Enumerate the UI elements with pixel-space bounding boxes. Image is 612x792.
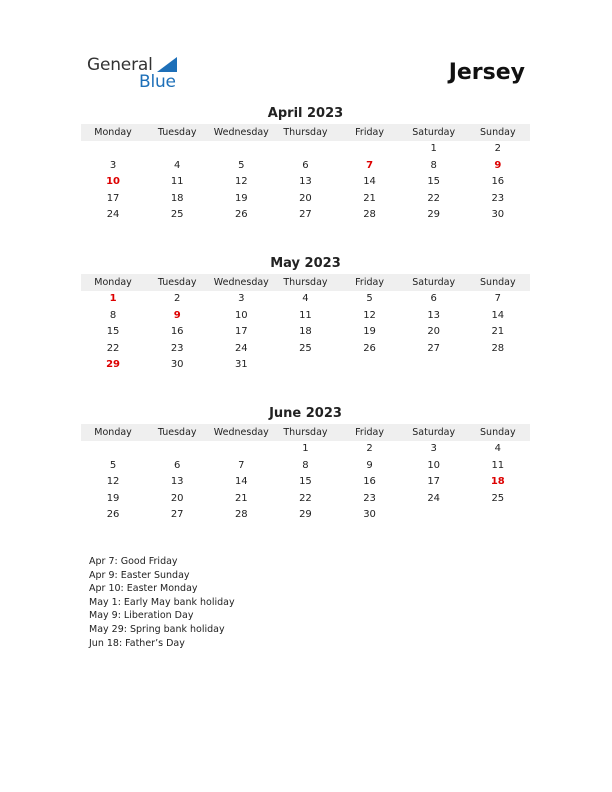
- weekday-label: Monday: [94, 127, 132, 138]
- week-row: [81, 474, 530, 491]
- weekday-label: Monday: [94, 277, 132, 288]
- empty-day-cell: [338, 357, 402, 374]
- weekday-label: Friday: [355, 427, 384, 438]
- day-cell: 26: [234, 209, 248, 220]
- calendar-month-april: [81, 106, 530, 224]
- day-cell: 5: [238, 159, 245, 171]
- empty-day-cell: [273, 357, 337, 374]
- day-cell: 11: [299, 309, 312, 321]
- day-cell: 17: [427, 476, 441, 487]
- day-cell: 12: [363, 309, 376, 321]
- day-cell: 22: [427, 192, 441, 204]
- empty-day-cell: [81, 441, 145, 458]
- weekday-label: Monday: [94, 427, 132, 438]
- week-row: [81, 291, 530, 308]
- day-cell: 17: [234, 326, 248, 337]
- day-cell: 24: [234, 342, 248, 354]
- week-row: [81, 207, 530, 224]
- day-cell: 8: [109, 309, 117, 321]
- day-cell: 23: [363, 492, 376, 504]
- month-title: June 2023: [269, 406, 342, 421]
- logo-triangle-icon: [157, 57, 177, 72]
- day-cell: 16: [491, 176, 505, 187]
- empty-day-cell: [273, 141, 337, 158]
- day-cell: 6: [174, 459, 181, 471]
- day-cell: 25: [299, 342, 312, 354]
- week-row: [81, 341, 530, 358]
- weekday-label: Friday: [355, 277, 384, 288]
- day-cell: 2: [366, 443, 373, 454]
- day-cell: 22: [299, 492, 312, 504]
- weekday-label: Thursday: [283, 277, 328, 288]
- day-cell: 28: [363, 209, 376, 220]
- generalblue-logo: [87, 55, 197, 95]
- day-cell: 7: [494, 293, 501, 304]
- month-title: April 2023: [267, 106, 344, 121]
- empty-day-cell: [402, 507, 466, 524]
- day-cell: 30: [363, 509, 376, 520]
- day-cell: 24: [427, 492, 441, 504]
- calendar-month-june: [81, 406, 530, 524]
- week-row: [81, 174, 530, 191]
- week-row: [81, 308, 530, 325]
- day-cell: 16: [363, 476, 376, 487]
- day-cell: 4: [494, 443, 501, 454]
- day-cell: 10: [106, 176, 121, 187]
- empty-day-cell: [209, 441, 273, 458]
- weekday-label: Wednesday: [213, 127, 269, 138]
- day-cell: 9: [366, 459, 373, 471]
- day-cell: 13: [427, 309, 441, 321]
- day-cell: 13: [299, 176, 312, 187]
- day-cell: 16: [170, 326, 184, 337]
- empty-day-cell: [145, 441, 209, 458]
- weekday-label: Wednesday: [213, 427, 269, 438]
- day-cell: 12: [106, 476, 120, 487]
- day-cell: 7: [366, 159, 374, 171]
- day-cell: 1: [109, 293, 117, 304]
- day-cell: 28: [234, 509, 248, 520]
- day-cell: 22: [106, 342, 120, 354]
- day-cell: 3: [430, 443, 437, 454]
- day-cell: 21: [491, 326, 505, 337]
- day-cell: 15: [106, 326, 120, 337]
- holiday-list-item: Apr 7: Good Friday: [89, 556, 178, 567]
- day-cell: 5: [109, 459, 117, 471]
- weekday-label: Saturday: [412, 277, 456, 288]
- day-cell: 15: [427, 176, 441, 187]
- day-cell: 23: [170, 342, 184, 354]
- weekday-label: Sunday: [480, 127, 516, 138]
- day-cell: 13: [170, 476, 184, 487]
- day-cell: 10: [427, 459, 441, 471]
- week-row: [81, 507, 530, 524]
- holiday-list-item: May 1: Early May bank holiday: [89, 596, 235, 608]
- week-row: [81, 357, 530, 374]
- day-cell: 27: [170, 509, 184, 520]
- weekday-header-row: [81, 274, 530, 291]
- week-row: [81, 191, 530, 208]
- day-cell: 3: [238, 293, 245, 304]
- weekday-label: Saturday: [412, 127, 456, 138]
- day-cell: 8: [302, 459, 309, 471]
- day-cell: 2: [174, 293, 181, 304]
- week-row: [81, 141, 530, 158]
- day-cell: 12: [234, 176, 248, 187]
- empty-day-cell: [466, 507, 530, 524]
- holiday-list-item: Apr 10: Easter Monday: [89, 583, 198, 595]
- weekday-label: Thursday: [283, 427, 328, 438]
- holiday-list-item: Apr 9: Easter Sunday: [89, 569, 190, 581]
- day-cell: 23: [491, 192, 505, 204]
- empty-day-cell: [338, 141, 402, 158]
- day-cell: 29: [106, 359, 121, 370]
- day-cell: 3: [109, 159, 117, 171]
- day-cell: 18: [170, 192, 184, 204]
- day-cell: 8: [430, 159, 437, 171]
- week-row: [81, 158, 530, 175]
- weekday-header-row: [81, 424, 530, 441]
- day-cell: 21: [363, 192, 376, 204]
- day-cell: 11: [491, 459, 505, 471]
- weekday-label: Thursday: [283, 127, 328, 138]
- logo-text-blue: Blue: [139, 72, 176, 92]
- day-cell: 1: [302, 443, 309, 454]
- day-cell: 29: [427, 209, 441, 220]
- day-cell: 18: [299, 326, 312, 337]
- day-cell: 6: [302, 159, 309, 171]
- day-cell: 6: [430, 293, 437, 304]
- day-cell: 26: [106, 509, 120, 520]
- day-cell: 2: [494, 143, 501, 154]
- day-cell: 4: [302, 293, 309, 304]
- day-cell: 20: [170, 492, 184, 504]
- day-cell: 5: [366, 293, 373, 304]
- day-cell: 29: [299, 509, 312, 520]
- day-cell: 4: [174, 159, 181, 171]
- day-cell: 31: [234, 359, 248, 370]
- empty-day-cell: [81, 141, 145, 158]
- day-cell: 19: [234, 192, 248, 204]
- weekday-label: Saturday: [412, 427, 456, 438]
- week-row: [81, 458, 530, 475]
- day-cell: 27: [299, 209, 312, 220]
- week-row: [81, 491, 530, 508]
- empty-day-cell: [145, 141, 209, 158]
- day-cell: 10: [234, 309, 248, 321]
- day-cell: 28: [491, 342, 505, 354]
- day-cell: 1: [430, 143, 437, 154]
- day-cell: 27: [427, 342, 441, 354]
- day-cell: 25: [170, 209, 184, 220]
- day-cell: 25: [491, 492, 505, 504]
- day-cell: 19: [363, 326, 376, 337]
- day-cell: 20: [427, 326, 441, 337]
- holiday-list-item: Jun 18: Father’s Day: [89, 637, 185, 649]
- day-cell: 7: [238, 459, 245, 471]
- calendar-month-may: [81, 256, 530, 374]
- day-cell: 14: [491, 309, 505, 321]
- empty-day-cell: [209, 141, 273, 158]
- week-row: [81, 441, 530, 458]
- day-cell: 24: [106, 209, 120, 220]
- holiday-list-item: May 29: Spring bank holiday: [89, 623, 225, 635]
- day-cell: 21: [234, 492, 248, 504]
- day-cell: 30: [491, 209, 505, 220]
- day-cell: 9: [494, 159, 502, 171]
- day-cell: 20: [299, 192, 312, 204]
- day-cell: 14: [363, 176, 376, 187]
- day-cell: 9: [173, 309, 181, 321]
- day-cell: 11: [170, 176, 184, 187]
- weekday-label: Sunday: [480, 427, 516, 438]
- holiday-list-item: May 9: Liberation Day: [89, 610, 194, 622]
- empty-day-cell: [466, 357, 530, 374]
- day-cell: 17: [106, 192, 120, 204]
- week-row: [81, 324, 530, 341]
- logo-text-general: General: [87, 55, 153, 75]
- day-cell: 18: [490, 476, 505, 487]
- day-cell: 15: [299, 476, 312, 487]
- weekday-label: Sunday: [480, 277, 516, 288]
- weekday-label: Tuesday: [157, 427, 197, 438]
- month-title: May 2023: [270, 256, 341, 271]
- day-cell: 19: [106, 492, 120, 504]
- weekday-label: Tuesday: [157, 277, 197, 288]
- holiday-list: [89, 555, 235, 650]
- day-cell: 14: [234, 476, 248, 487]
- weekday-label: Tuesday: [157, 127, 197, 138]
- day-cell: 26: [363, 342, 376, 354]
- empty-day-cell: [402, 357, 466, 374]
- weekday-header-row: [81, 124, 530, 141]
- day-cell: 30: [170, 359, 184, 370]
- country-title: Jersey: [448, 60, 525, 85]
- weekday-label: Wednesday: [213, 277, 269, 288]
- weekday-label: Friday: [355, 127, 384, 138]
